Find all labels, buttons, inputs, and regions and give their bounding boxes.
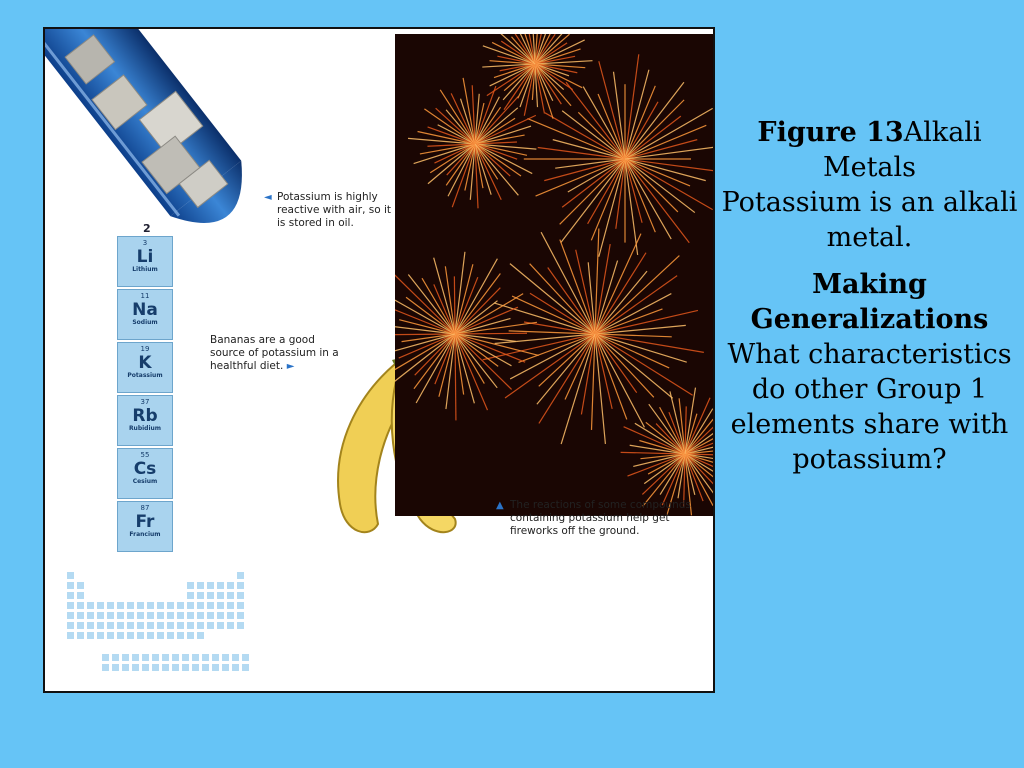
periodic-table-cell <box>77 592 84 599</box>
periodic-table-cell <box>67 602 74 609</box>
element-cell-rb <box>117 395 173 446</box>
periodic-table-cell <box>137 602 144 609</box>
periodic-table-cell <box>237 572 244 579</box>
element-name: Sodium <box>132 319 158 326</box>
periodic-table-cell <box>147 632 154 639</box>
periodic-table-cell <box>197 622 204 629</box>
figure-image-panel <box>43 27 715 693</box>
periodic-table-cell <box>197 612 204 619</box>
periodic-table-cell <box>87 612 94 619</box>
periodic-table-cell <box>207 602 214 609</box>
atomic-number: 19 <box>140 345 150 353</box>
periodic-table-cell <box>187 632 194 639</box>
periodic-table-cell <box>162 664 169 671</box>
element-cell-cs <box>117 448 173 499</box>
periodic-table-cell <box>67 582 74 589</box>
periodic-table-cell <box>67 612 74 619</box>
slide-text-panel <box>715 115 1024 477</box>
periodic-table-cell <box>87 622 94 629</box>
periodic-table-cell <box>152 654 159 661</box>
element-name: Rubidium <box>128 425 162 432</box>
element-cell-li <box>117 236 173 287</box>
periodic-table-cell <box>242 654 249 661</box>
generalizations-paragraph <box>715 267 1024 477</box>
element-name: Francium <box>129 531 161 538</box>
element-name: Cesium <box>132 478 158 485</box>
periodic-table-cell <box>157 612 164 619</box>
periodic-table-cell <box>157 602 164 609</box>
atomic-number: 55 <box>140 451 150 459</box>
periodic-table-cell <box>237 612 244 619</box>
periodic-table-cell <box>227 592 234 599</box>
periodic-table-cell <box>112 664 119 671</box>
periodic-table-cell <box>117 622 124 629</box>
periodic-table-cell <box>237 602 244 609</box>
periodic-table-cell <box>197 582 204 589</box>
periodic-table-cell <box>77 632 84 639</box>
periodic-table-cell <box>147 602 154 609</box>
periodic-table-cell <box>157 632 164 639</box>
figure-title: Alkali Metals <box>822 117 982 183</box>
periodic-table-cell <box>107 622 114 629</box>
periodic-table-cell <box>77 622 84 629</box>
element-cell-fr <box>117 501 173 552</box>
periodic-table-cell <box>177 622 184 629</box>
periodic-table-cell <box>197 592 204 599</box>
periodic-table-cell <box>132 654 139 661</box>
periodic-table-cell <box>227 582 234 589</box>
periodic-table-cell <box>227 612 234 619</box>
periodic-table-cell <box>222 654 229 661</box>
periodic-table-cell <box>217 602 224 609</box>
periodic-table-cell <box>177 612 184 619</box>
atomic-number: 3 <box>142 239 148 247</box>
periodic-table-cell <box>192 654 199 661</box>
periodic-table-cell <box>147 622 154 629</box>
atomic-number: 37 <box>140 398 150 406</box>
periodic-table-cell <box>137 622 144 629</box>
periodic-table-cell <box>212 664 219 671</box>
group-number-label: 2 <box>143 222 151 235</box>
periodic-table-cell <box>107 632 114 639</box>
periodic-table-cell <box>187 602 194 609</box>
periodic-table-cell <box>222 664 229 671</box>
periodic-table-cell <box>187 612 194 619</box>
periodic-table-cell <box>177 602 184 609</box>
element-symbol: Li <box>136 247 154 267</box>
up-arrow-icon: ▲ <box>496 500 504 511</box>
fireworks-illustration <box>395 34 713 516</box>
periodic-table-cell <box>232 654 239 661</box>
periodic-table-cell <box>77 582 84 589</box>
periodic-table-cell <box>117 612 124 619</box>
periodic-table-cell <box>162 654 169 661</box>
periodic-table-cell <box>202 654 209 661</box>
element-symbol: Fr <box>135 512 155 532</box>
periodic-table-cell <box>217 582 224 589</box>
periodic-table-cell <box>127 632 134 639</box>
element-name: Potassium <box>127 372 163 379</box>
periodic-table-cell <box>202 664 209 671</box>
periodic-table-cell <box>157 622 164 629</box>
periodic-table-cell <box>137 632 144 639</box>
periodic-table-cell <box>117 632 124 639</box>
periodic-table-cell <box>147 612 154 619</box>
periodic-table-cell <box>67 572 74 579</box>
periodic-table-cell <box>232 664 239 671</box>
periodic-table-cell <box>127 612 134 619</box>
periodic-table-cell <box>242 664 249 671</box>
element-cell-na <box>117 289 173 340</box>
left-arrow-icon: ◄ <box>264 192 272 203</box>
periodic-table-cell <box>187 622 194 629</box>
periodic-table-cell <box>97 612 104 619</box>
periodic-table-cell <box>197 632 204 639</box>
periodic-table-cell <box>87 632 94 639</box>
periodic-table-cell <box>122 664 129 671</box>
periodic-table-cell <box>207 592 214 599</box>
section-heading: Making Generalizations <box>750 269 989 335</box>
periodic-table-cell <box>77 602 84 609</box>
periodic-table-cell <box>167 622 174 629</box>
periodic-table-cell <box>227 602 234 609</box>
periodic-table-cell <box>207 612 214 619</box>
periodic-table-cell <box>182 664 189 671</box>
periodic-table-cell <box>142 654 149 661</box>
periodic-table-cell <box>67 632 74 639</box>
periodic-table-cell <box>187 582 194 589</box>
periodic-table-cell <box>182 654 189 661</box>
periodic-table-cell <box>117 602 124 609</box>
periodic-table-cell <box>207 622 214 629</box>
figure-label: Figure 13 <box>757 117 904 148</box>
element-symbol: Cs <box>133 459 157 479</box>
figure-description: Potassium is an alkali metal. <box>721 187 1018 253</box>
periodic-table-cell <box>217 592 224 599</box>
element-symbol: Rb <box>132 406 158 426</box>
atomic-number: 87 <box>140 504 150 512</box>
element-cell-k <box>117 342 173 393</box>
periodic-table-cell <box>187 592 194 599</box>
periodic-table-cell <box>77 612 84 619</box>
periodic-table-cell <box>237 592 244 599</box>
periodic-table-cell <box>87 602 94 609</box>
periodic-table-cell <box>197 602 204 609</box>
periodic-table-cell <box>177 632 184 639</box>
periodic-table-cell <box>122 654 129 661</box>
periodic-table-cell <box>132 664 139 671</box>
element-symbol: Na <box>132 300 158 320</box>
figure-caption-paragraph <box>715 115 1024 255</box>
potassium-caption: ◄ Potassium is highly reactive with air, so it is stored in oil. <box>264 191 392 229</box>
periodic-table-cell <box>127 622 134 629</box>
periodic-table-group-1 <box>117 236 173 554</box>
periodic-table-cell <box>172 654 179 661</box>
periodic-table-cell <box>67 622 74 629</box>
periodic-table-cell <box>227 622 234 629</box>
periodic-table-cell <box>212 654 219 661</box>
periodic-table-cell <box>102 654 109 661</box>
atomic-number: 11 <box>140 292 150 300</box>
periodic-table-cell <box>112 654 119 661</box>
periodic-table-cell <box>172 664 179 671</box>
periodic-table-cell <box>102 664 109 671</box>
bananas-caption: Bananas are a good source of potassium in a healthful diet. ► <box>210 334 339 372</box>
periodic-table-cell <box>142 664 149 671</box>
periodic-table-cell <box>97 602 104 609</box>
periodic-table-cell <box>237 582 244 589</box>
periodic-table-cell <box>97 632 104 639</box>
periodic-table-cell <box>237 622 244 629</box>
periodic-table-cell <box>192 664 199 671</box>
fireworks-caption: ▲ The reactions of some compounds containing potassium help get fireworks off the ground. <box>496 499 691 537</box>
periodic-table-cell <box>207 582 214 589</box>
question-text: What characteristics do other Group 1 elements share with potassium? <box>727 339 1012 475</box>
periodic-table-cell <box>137 612 144 619</box>
periodic-table-cell <box>107 602 114 609</box>
periodic-table-cell <box>127 602 134 609</box>
periodic-table-cell <box>97 622 104 629</box>
periodic-table-cell <box>217 622 224 629</box>
element-name: Lithium <box>132 266 158 273</box>
periodic-table-cell <box>167 612 174 619</box>
periodic-table-cell <box>217 612 224 619</box>
periodic-table-cell <box>107 612 114 619</box>
periodic-table-cell <box>167 632 174 639</box>
right-arrow-icon: ► <box>286 361 295 372</box>
periodic-table-cell <box>67 592 74 599</box>
periodic-table-cell <box>167 602 174 609</box>
element-symbol: K <box>138 353 152 373</box>
periodic-table-cell <box>152 664 159 671</box>
test-tube-illustration <box>45 29 375 269</box>
